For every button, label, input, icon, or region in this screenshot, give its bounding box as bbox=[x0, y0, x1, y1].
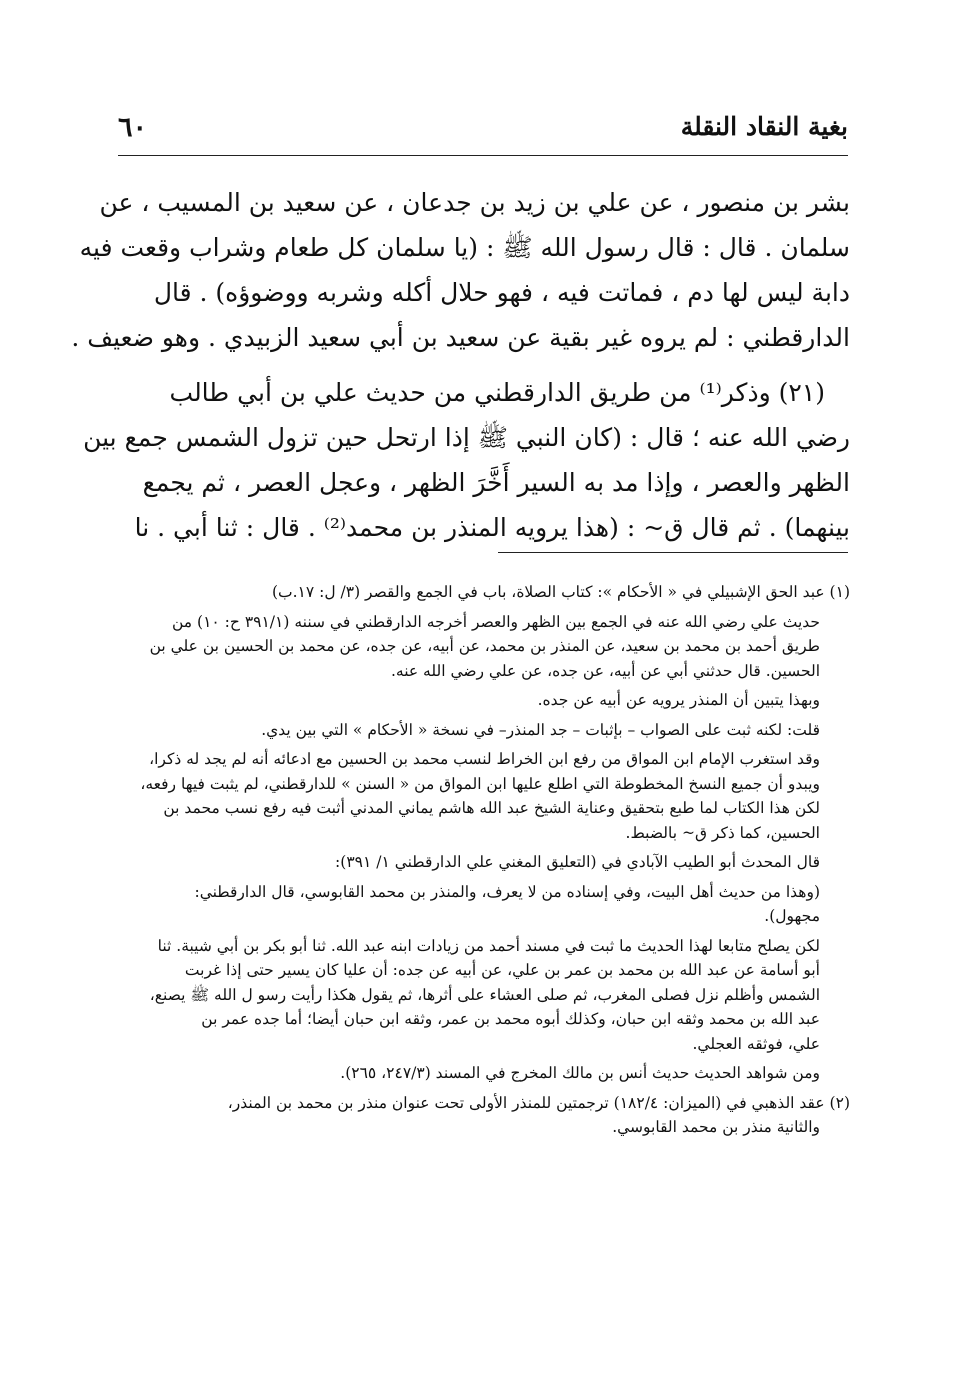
footnote-line: وقد استغرب الإمام ابن المواق من رفع ابن الخراط لنسب محمد بن الحسين مع ادعائه أنه لم يجد له ذكرا، bbox=[149, 750, 820, 768]
main-text bbox=[71, 180, 850, 550]
text-line: سلمان . قال : قال رسول الله ﷺ : (يا سلمان كل طعام وشراب وقعت فيه bbox=[79, 233, 850, 262]
footnote-1-heading: (١) عبد الحق الإشبيلي في « الأحكام »: كتاب الصلاة، باب في الجمع والقصر (٣/ ل: ١٧.ب) bbox=[271, 583, 850, 601]
footnote-line: عبد الله بن محمد وثقه ابن حبان، وكذلك أبوه محمد بن عمر، وثقه ابن حبان أيضا؛ أما جده عمر بن bbox=[201, 1010, 820, 1028]
footnote-line: لكن هذا الكتاب لما طبع بتحقيق وعناية الشيخ عبد الله هاشم يماني المدني أثبت فيه رفع نسب محمد بن bbox=[163, 799, 820, 817]
footnote-line: الحسين. قال حدثني أبي عن أبيه، عن جده، عن علي رضي الله عنه. bbox=[390, 661, 820, 680]
text-line: الظهر والعصر ، وإذا مد به السير أَخَّرَ الظهر ، وعجل العصر ، ثم يجمع bbox=[142, 468, 850, 497]
footnote-line: الحسين، كما ذكر ق~ بالضبط. bbox=[625, 823, 820, 842]
footnote-line: علي، فوثقه العجلي. bbox=[692, 1034, 820, 1053]
hadith-21-line: (٢١) وذكر⁽¹⁾ من طريق الدارقطني من حديث علي بن أبي طالب bbox=[169, 378, 825, 407]
text-line: الدارقطني : لم يروه غير بقية عن سعيد بن أبي سعيد الزبيدي . وهو ضعيف . bbox=[71, 323, 850, 352]
footnote-line: ومن شواهد الحديث حديث أنس بن مالك المخرج في المسند (٢٤٧/٣، ٢٦٥). bbox=[340, 1064, 820, 1082]
header-rule bbox=[118, 155, 848, 156]
text-line: بينهما) . ثم قال ق~ : (هذا يرويه المنذر بن محمد⁽²⁾ . قال : ثنا أبي . نا bbox=[134, 513, 850, 542]
page-number: ٦٠ bbox=[118, 112, 148, 143]
footnote-line: (وهذا من حديث أهل البيت، وفي إسناده من لا يعرف، والمنذر بن محمد القابوسي، قال الدارقطني: bbox=[194, 882, 820, 901]
footnote-separator bbox=[498, 552, 848, 553]
text-line: دابة ليس لها دم ، فماتت فيه ، فهو حلال أكله وشربه ووضوؤه) . قال bbox=[153, 278, 850, 307]
footnote-line: قال المحدث أبو الطيب الآبادي في (التعليق المغني علي الدارقطني ١/ ٣٩١): bbox=[335, 853, 820, 871]
footnotes bbox=[112, 580, 850, 1140]
page-header bbox=[118, 112, 848, 152]
footnote-line: حديث علي رضي الله عنه في الجمع بين الظهر والعصر أخرجه الدارقطني في سننه (٣٩١/١ ح: ١٠) من bbox=[172, 612, 820, 631]
footnote-line: والثانية منذر بن محمد القابوسي. bbox=[612, 1118, 820, 1136]
footnote-line: مجهول). bbox=[764, 907, 820, 925]
footnote-line: أبو أسامة عن عبد الله بن محمد بن عمر بن علي، عن أبيه عن جده: أن عليا كان يسير حتى إذا غربت bbox=[184, 961, 820, 979]
footnote-line: قلت: لكنه ثبت على الصواب – بإثبات – جد المنذر– في نسخة « الأحكام » التي بين يدي. bbox=[261, 720, 820, 739]
text-line: رضي الله عنه ؛ قال : (كان النبي ﷺ إذا ارتحل حين تزول الشمس جمع بين bbox=[83, 423, 850, 452]
footnote-line: طريق أحمد بن محمد بن سعيد، عن المنذر بن محمد، عن أبيه، عن جده، عن محمد بن الحسين بن علي بن bbox=[149, 637, 820, 655]
footnote-line: ويبدو أن جميع النسخ المخطوطة التي اطلع عليها ابن المواق من « السنن » للدارقطني، لم يثبت فيها رفعه، bbox=[140, 774, 820, 793]
footnote-line: الشمس وأظلم نزل فصلى المغرب، ثم صلى العشاء على أثرها، ثم يقول هكذا رأيت رسو ل الله ﷺ يصنع، bbox=[149, 985, 820, 1004]
footnote-line: وبهذا يتبين أن المنذر يرويه عن أبيه عن جده. bbox=[537, 691, 820, 709]
footnote-line: لكن يصلح متابعا لهذا الحديث ما ثبت في مسند أحمد من زيادات ابنه عبد الله. ثنا أبو بكر بن أبي شيبة. ثنا bbox=[157, 936, 820, 955]
text-line: بشر بن منصور ، عن علي بن زيد بن جدعان ، عن سعيد بن المسيب ، عن bbox=[99, 188, 850, 217]
footnote-2-heading: (٢) عقد الذهبي في (الميزان: ١٨٢/٤) ترجمتين للمنذر الأولى تحت عنوان منذر بن محمد بن المنذر، bbox=[227, 1093, 850, 1112]
running-title: بغية النقاد النقلة bbox=[680, 112, 848, 141]
